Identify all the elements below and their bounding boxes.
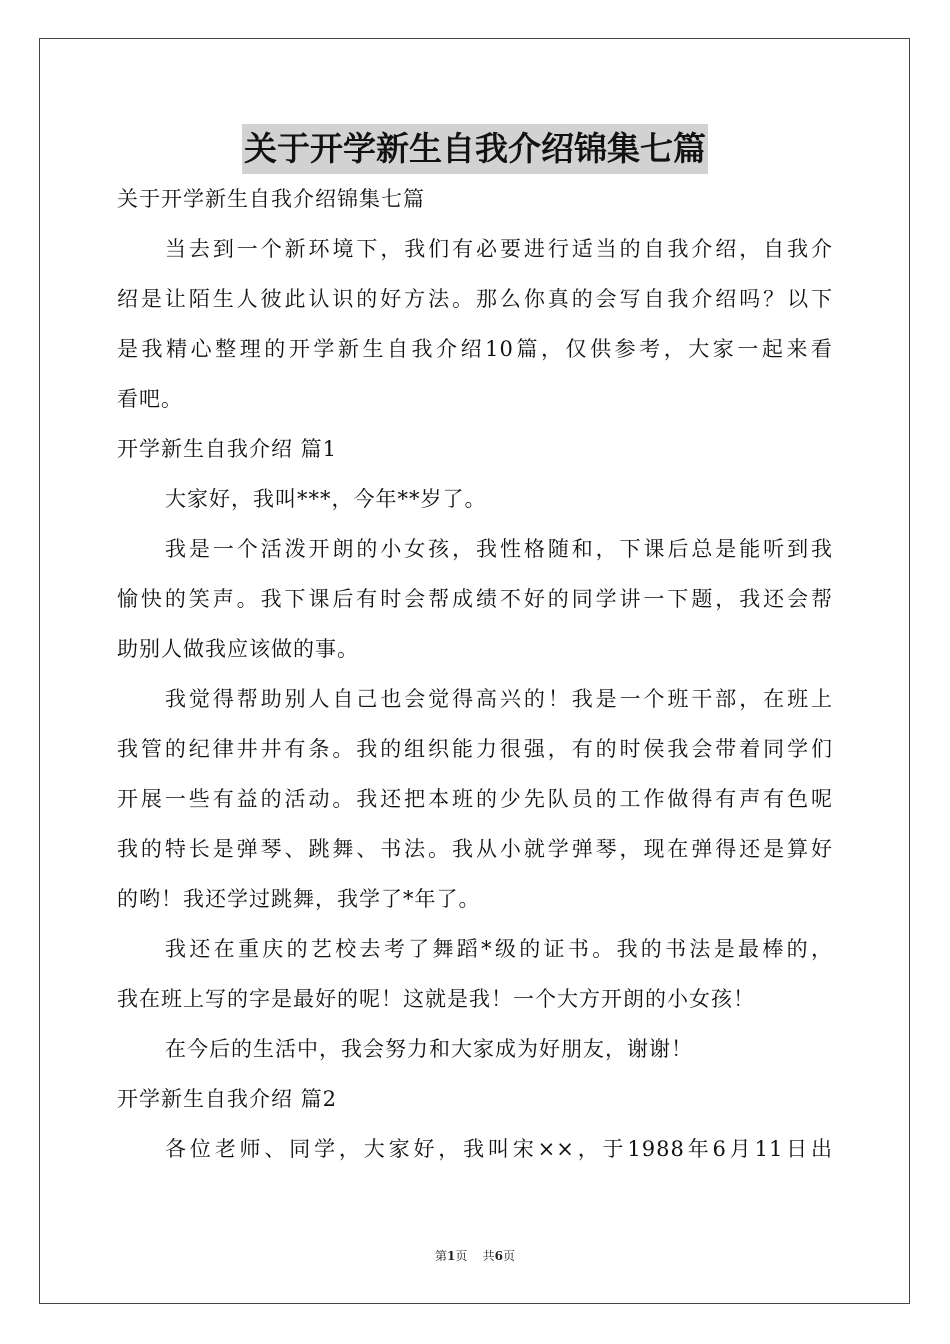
total-label-suffix: 页	[503, 1249, 516, 1263]
paragraph-line: 大家好，我叫***，今年**岁了。	[165, 487, 487, 511]
section-heading: 开学新生自我介绍 篇1	[117, 437, 338, 461]
paragraph-line: 在今后的生活中，我会努力和大家成为好朋友，谢谢！	[165, 1037, 693, 1061]
paragraph-line: 愉快的笑声。我下课后有时会帮成绩不好的同学讲一下题，我还会帮	[117, 587, 833, 611]
intro-line: 看吧。	[117, 387, 183, 411]
current-page-number: 1	[446, 1249, 456, 1263]
paragraph-line: 我还在重庆的艺校去考了舞蹈*级的证书。我的书法是最棒的，	[165, 937, 833, 961]
paragraph-line: 我是一个活泼开朗的小女孩，我性格随和，下课后总是能听到我	[165, 537, 833, 561]
paragraph-line: 我觉得帮助别人自己也会觉得高兴的！我是一个班干部，在班上	[165, 687, 833, 711]
paragraph-line: 的哟！我还学过跳舞，我学了*年了。	[117, 887, 481, 911]
intro-line: 当去到一个新环境下，我们有必要进行适当的自我介绍，自我介	[165, 237, 833, 261]
paragraph-line: 我的特长是弹琴、跳舞、书法。我从小就学弹琴，现在弹得还是算好	[117, 837, 833, 861]
document-title	[0, 124, 950, 174]
document-title-text: 关于开学新生自我介绍锦集七篇	[242, 124, 708, 174]
total-pages-number: 6	[494, 1249, 503, 1263]
page-frame	[39, 38, 910, 1304]
page-label-suffix: 页	[455, 1249, 468, 1263]
document-subtitle: 关于开学新生自我介绍锦集七篇	[117, 187, 425, 211]
paragraph-line: 开展一些有益的活动。我还把本班的少先队员的工作做得有声有色呢	[117, 787, 833, 811]
page-label-prefix: 第	[434, 1249, 447, 1263]
section-heading: 开学新生自我介绍 篇2	[117, 1087, 338, 1111]
total-label-prefix: 共	[482, 1249, 495, 1263]
paragraph-line: 我在班上写的字是最好的呢！这就是我！一个大方开朗的小女孩！	[117, 987, 755, 1011]
page-footer	[0, 1248, 950, 1264]
paragraph-line: 我管的纪律井井有条。我的组织能力很强，有的时侯我会带着同学们	[117, 737, 833, 761]
paragraph-line: 各位老师、同学，大家好，我叫宋××，于1988年6月11日出	[165, 1137, 833, 1161]
intro-line: 绍是让陌生人彼此认识的好方法。那么你真的会写自我介绍吗？以下	[117, 287, 833, 311]
paragraph-line: 助别人做我应该做的事。	[117, 637, 359, 661]
intro-line: 是我精心整理的开学新生自我介绍10篇，仅供参考，大家一起来看	[117, 337, 833, 361]
